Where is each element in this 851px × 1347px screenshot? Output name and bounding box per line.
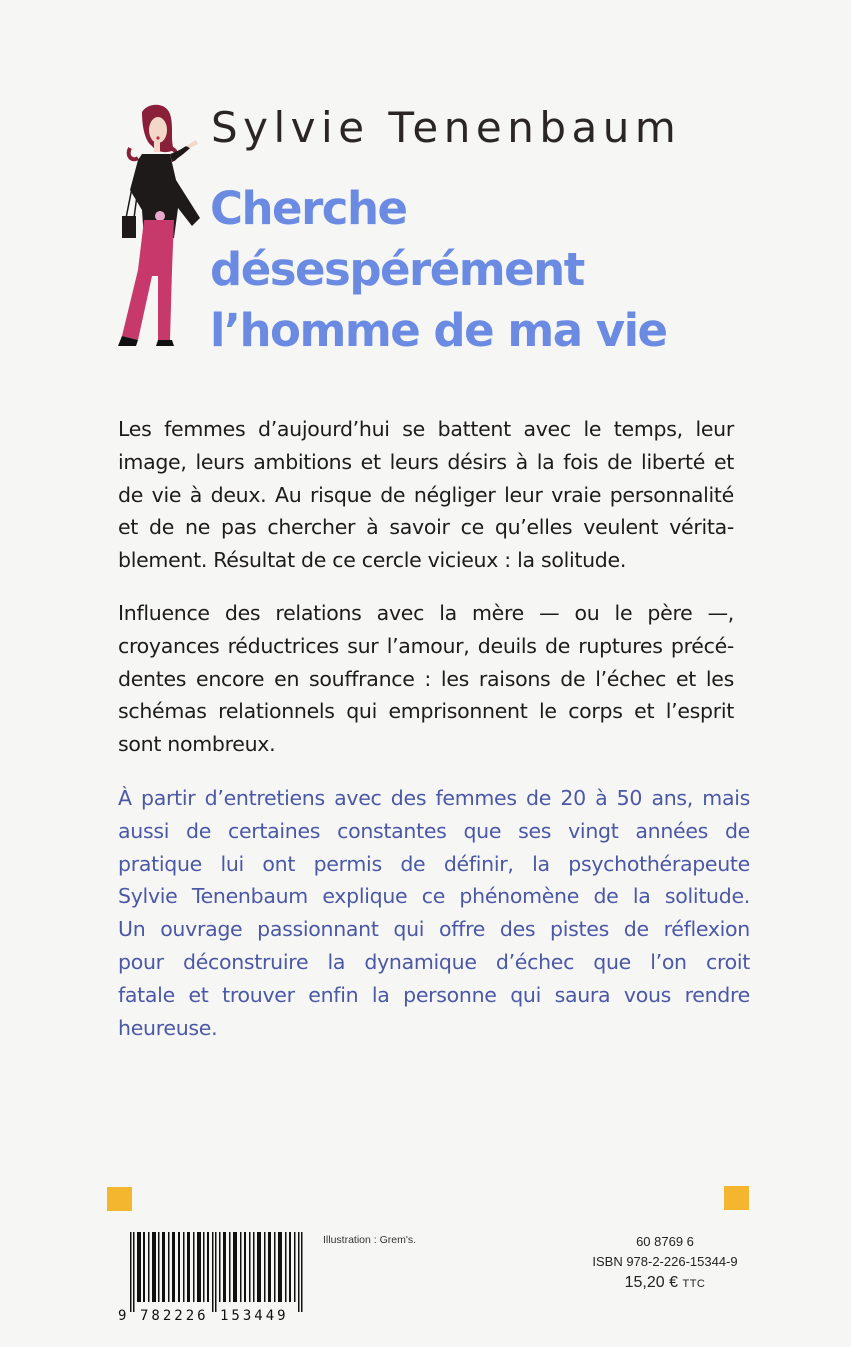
text-line: pour déconstruire la dynamique d’échec que l’on croit bbox=[118, 949, 750, 974]
book-title bbox=[210, 178, 667, 361]
accent-square-left bbox=[107, 1187, 132, 1211]
text-line: de vie à deux. Au risque de négliger leur vraie personnalité bbox=[118, 482, 734, 507]
text-line: sont nombreux. bbox=[118, 732, 276, 757]
isbn: ISBN 978-2-226-15344-9 bbox=[592, 1254, 738, 1269]
text-line: croyances réductrices sur l’amour, deuils de ruptures précé- bbox=[118, 633, 734, 658]
text-line: schémas relationnels qui emprisonnent le corps et l’esprit bbox=[118, 699, 734, 724]
title-line: désespérément bbox=[210, 243, 584, 296]
text-line: image, leurs ambitions et leurs désirs à la fois de liberté et bbox=[118, 449, 734, 474]
author-name: Sylvie Tenenbaum bbox=[211, 103, 682, 152]
text-line: dentes encore en souffrance : les raisons de l’échec et les bbox=[118, 666, 734, 691]
product-code: 60 8769 6 bbox=[636, 1234, 694, 1249]
text-line: heureuse. bbox=[118, 1015, 218, 1040]
title-line: l’homme de ma vie bbox=[210, 304, 667, 357]
text-line: Influence des relations avec la mère — ou le père —, bbox=[118, 601, 734, 625]
text-line: fatale et trouver enfin la personne qui saura vous rendre bbox=[118, 982, 750, 1007]
text-line: blement. Résultat de ce cercle vicieux : la solitude. bbox=[118, 548, 627, 573]
text-line: aussi de certaines constantes que ses vingt années de bbox=[118, 818, 750, 843]
barcode-digits-group-1: 782226 bbox=[140, 1308, 209, 1322]
blurb-paragraph-1 bbox=[118, 413, 734, 577]
price-suffix: TTC bbox=[682, 1278, 706, 1290]
barcode-icon bbox=[118, 1232, 328, 1322]
blurb-paragraph-3 bbox=[118, 782, 750, 1044]
barcode-digits-group-2: 153449 bbox=[220, 1308, 289, 1322]
text-line: pratique lui ont permis de définir, la psychothérapeute bbox=[118, 851, 750, 876]
accent-square-right bbox=[724, 1186, 749, 1210]
text-line: et de ne pas chercher à savoir ce qu’elles veulent vérita- bbox=[118, 515, 734, 540]
text-line: Un ouvrage passionnant qui offre des pistes de réflexion bbox=[118, 917, 750, 942]
text-line: Sylvie Tenenbaum explique ce phénomène de la solitude. bbox=[118, 884, 750, 909]
price bbox=[570, 1272, 760, 1295]
barcode-digit-prefix: 9 bbox=[118, 1308, 127, 1322]
product-info bbox=[570, 1232, 760, 1295]
text-line: Les femmes d’aujourd’hui se battent avec le temps, leur bbox=[118, 417, 734, 441]
title-line: Cherche bbox=[210, 182, 407, 235]
text-line: À partir d’entretiens avec des femmes de 20 à 50 ans, mais bbox=[118, 786, 750, 810]
blurb-paragraph-2 bbox=[118, 597, 734, 761]
illustration-credit: Illustration : Grem's. bbox=[323, 1234, 417, 1246]
price-value: 15,20 € bbox=[624, 1274, 679, 1291]
woman-illustration-icon bbox=[108, 100, 208, 352]
